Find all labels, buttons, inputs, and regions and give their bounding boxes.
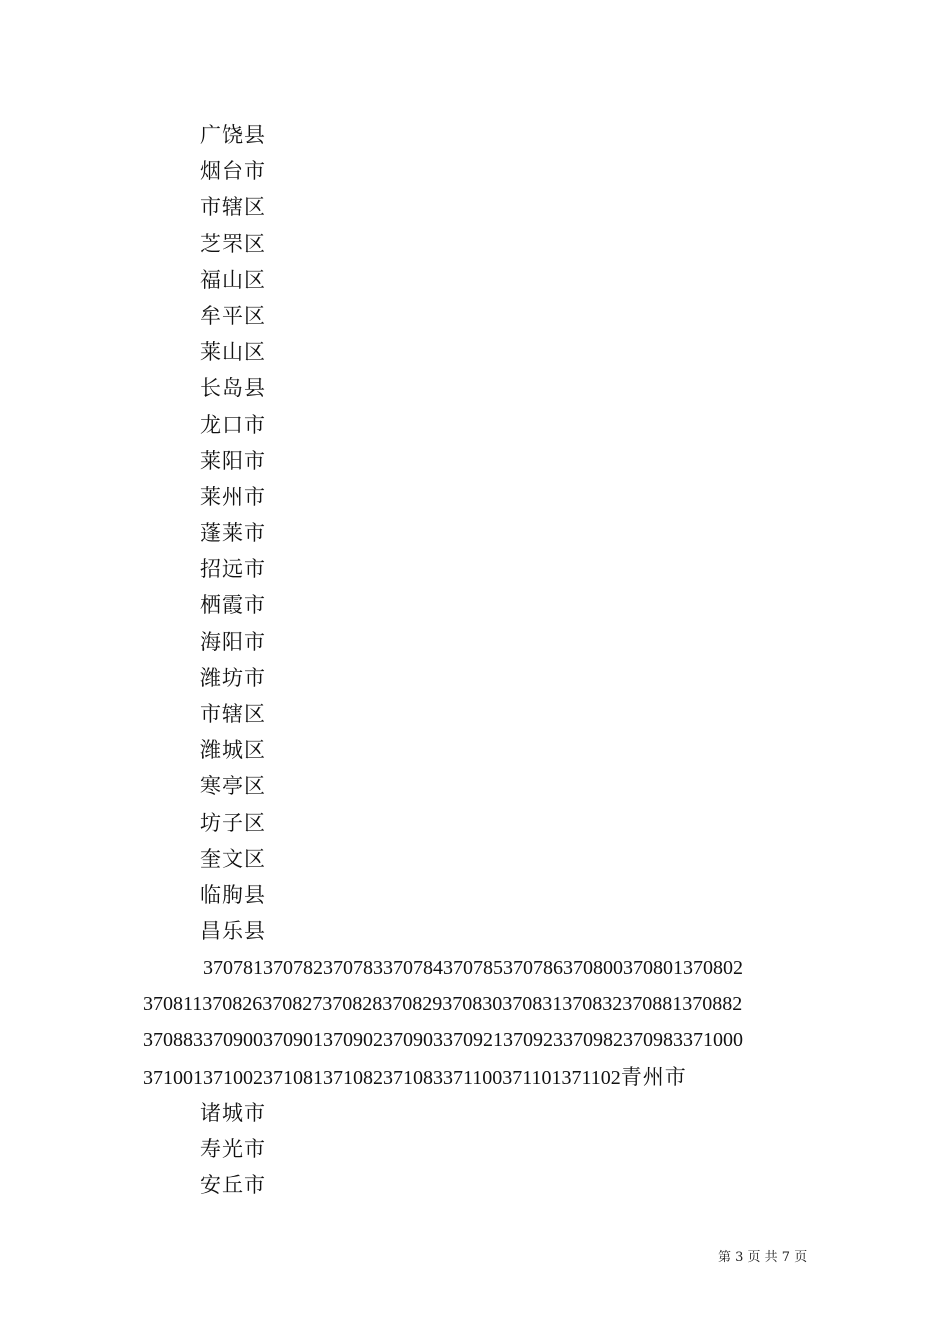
code-line-4-codes: 371001371002371081371082371083371100371101371102 <box>143 1066 621 1089</box>
list-item: 奎文区 <box>200 846 266 871</box>
code-line-3: 370883370900370901370902370903370921370923370982370983371000 <box>143 1029 743 1052</box>
list-item: 福山区 <box>200 267 266 292</box>
code-line-1: 370781370782370783370784370785370786370800370801370802 <box>203 957 743 979</box>
list-item: 市辖区 <box>200 702 266 726</box>
list-item: 广饶县 <box>200 123 266 147</box>
list-item: 潍坊市 <box>200 665 266 690</box>
list-item: 诸城市 <box>200 1101 266 1125</box>
list-item: 烟台市 <box>200 159 266 184</box>
list-item: 安丘市 <box>200 1173 266 1198</box>
list-item: 蓬莱市 <box>200 521 266 546</box>
place-name-list <box>200 117 266 949</box>
list-item: 临朐县 <box>200 882 266 907</box>
list-item: 寒亭区 <box>200 774 266 799</box>
list-item: 莱山区 <box>200 340 266 365</box>
list-item: 牟平区 <box>200 303 266 328</box>
code-line-4 <box>143 1059 813 1096</box>
code-line-4-city: 青州市 <box>620 1064 687 1089</box>
list-item: 龙口市 <box>200 412 266 437</box>
list-item: 昌乐县 <box>200 919 266 944</box>
list-item: 莱州市 <box>200 484 266 509</box>
list-item: 寿光市 <box>200 1137 266 1162</box>
list-item: 芝罘区 <box>200 231 266 256</box>
list-item: 长岛县 <box>200 376 266 401</box>
list-item: 潍城区 <box>200 738 266 763</box>
list-item: 栖霞市 <box>200 593 266 618</box>
list-item: 坊子区 <box>200 810 266 835</box>
code-paragraph <box>143 950 813 1096</box>
list-item: 莱阳市 <box>200 448 266 473</box>
code-line-2: 370811370826370827370828370829370830370831370832370881370882 <box>143 993 743 1016</box>
page-number-footer: 第 3 页 共 7 页 <box>718 1250 808 1265</box>
list-item: 招远市 <box>200 557 266 582</box>
place-name-list-continued <box>200 1095 266 1204</box>
list-item: 海阳市 <box>200 629 266 654</box>
list-item: 市辖区 <box>200 195 266 220</box>
